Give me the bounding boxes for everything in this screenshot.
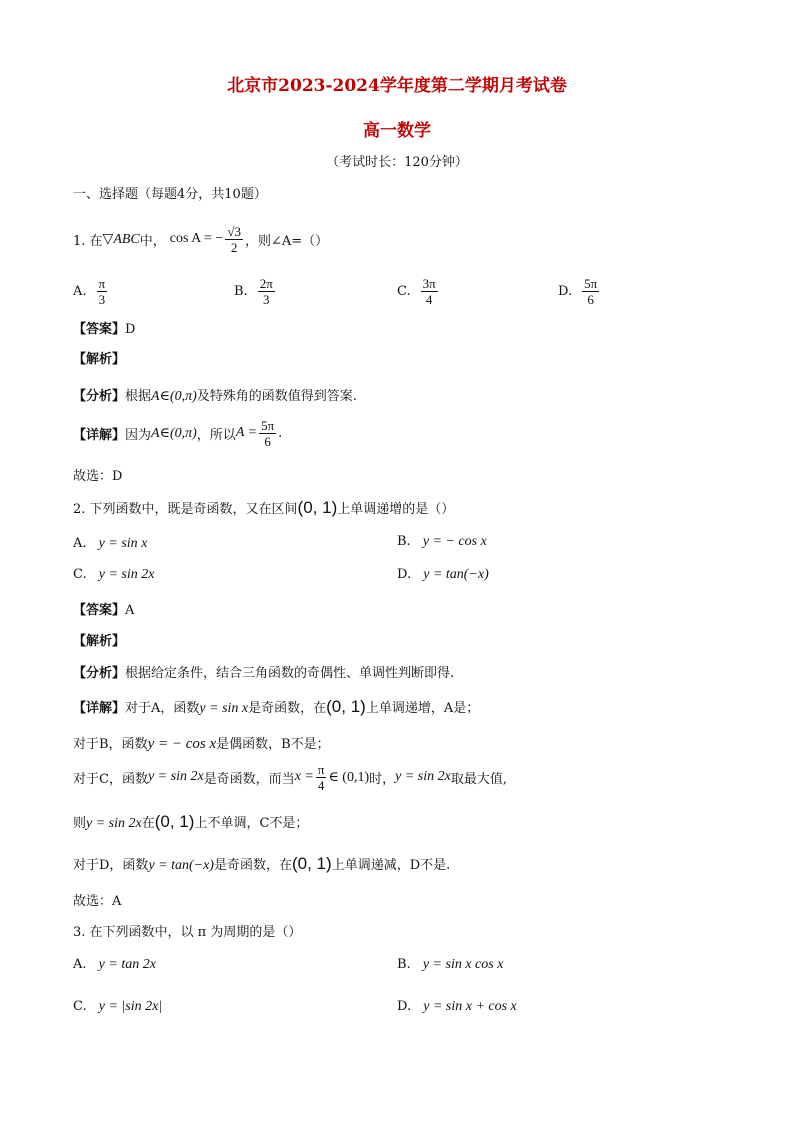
q2-conclusion: 故选：A bbox=[73, 894, 122, 909]
q3-opt-c-label: C. bbox=[73, 999, 87, 1014]
q2-l3-b: 是奇函数，而当 bbox=[203, 771, 295, 787]
q1-opt-c-num: 3π bbox=[422, 275, 436, 291]
q1-opt-c-label: C. bbox=[397, 283, 411, 299]
q2-opt-a-label: A. bbox=[73, 536, 87, 551]
q2-l1-m2: (0, 1) bbox=[326, 697, 366, 716]
q2-l5-c: 上单调递减，D不是. bbox=[331, 858, 451, 873]
q1-zhong: 中， bbox=[139, 233, 166, 249]
q1-option-d bbox=[558, 271, 601, 311]
q2-l3-m3: ∈ (0,1) bbox=[328, 769, 370, 785]
q2-l3-num: π bbox=[317, 761, 325, 777]
q1-xiangjie-eq: A = bbox=[235, 425, 258, 440]
q2-l1-m1: y = sin x bbox=[199, 701, 249, 716]
q2-detail-line-3 bbox=[73, 757, 507, 797]
q1-conclusion: 故选：D bbox=[73, 469, 123, 484]
q2-option-c bbox=[73, 567, 154, 583]
q1-xiangjie-math: A∈(0,π) bbox=[151, 425, 197, 441]
q2-l2-a: 对于B，函数 bbox=[73, 737, 148, 752]
q2-detail-line-2 bbox=[73, 733, 330, 753]
q1-opt-b-num: 2π bbox=[259, 275, 273, 291]
q2-l2-m1: y = − cos x bbox=[147, 736, 217, 752]
q1-answer-tag: 【答案】 bbox=[73, 322, 126, 337]
q1-option-a bbox=[73, 271, 109, 311]
q1-opt-a-frac bbox=[97, 276, 108, 307]
q2-option-b bbox=[397, 534, 487, 550]
q2-opt-c-expr: y = sin 2x bbox=[98, 567, 155, 582]
q1-xiangjie-frac bbox=[259, 418, 276, 449]
q2-opt-c-label: C. bbox=[73, 567, 87, 582]
q2-l3-m4: y = sin 2x bbox=[395, 769, 451, 784]
q1-opt-b-den: 3 bbox=[262, 291, 270, 307]
q2-l2-b: 是偶函数，B不是； bbox=[216, 737, 330, 752]
q2-detail-line-5 bbox=[73, 854, 450, 874]
q1-option-c bbox=[397, 271, 440, 311]
q1-xiangjie-end: . bbox=[278, 425, 283, 441]
q1-xiangjie bbox=[73, 413, 282, 453]
q2-option-a bbox=[73, 536, 147, 552]
q1-opt-a-den: 3 bbox=[98, 291, 106, 307]
q2-jiexi: 【解析】 bbox=[73, 634, 126, 649]
q2-l3-m1: y = sin 2x bbox=[147, 769, 204, 784]
q2-l3-a: 对于C，函数 bbox=[73, 771, 148, 787]
question-3-stem: 3. 在下列函数中，以 π 为周期的是（） bbox=[73, 925, 302, 940]
q1-xiangjie-pre: 因为 bbox=[125, 427, 152, 443]
q1-lead: 1. 在 bbox=[73, 233, 103, 249]
q2-l4-c: 上不单调，C不是； bbox=[194, 816, 309, 831]
subject-title: 高一数学 bbox=[363, 121, 431, 141]
q1-xiangjie-mid: ，所以 bbox=[196, 427, 236, 443]
q1-answer bbox=[73, 318, 135, 337]
question-1-stem bbox=[73, 215, 328, 263]
q1-opt-d-frac bbox=[582, 276, 599, 307]
q2-l5-b: 是奇函数，在 bbox=[213, 858, 292, 873]
q3-option-d bbox=[397, 999, 517, 1015]
q2-answer-tag: 【答案】 bbox=[73, 603, 126, 618]
q2-l3-c: 时， bbox=[369, 771, 396, 787]
time-note: （考试时长：120分钟） bbox=[326, 155, 468, 170]
q2-opt-d-expr: y = tan(−x) bbox=[423, 567, 489, 582]
q1-fenxi bbox=[73, 385, 357, 405]
q1-opt-a-num: π bbox=[98, 275, 106, 291]
q1-opt-d-num: 5π bbox=[584, 275, 598, 291]
q2-detail-line-4 bbox=[73, 812, 308, 832]
q2-xiangjie-tag: 【详解】 bbox=[73, 701, 126, 716]
q3-option-a bbox=[73, 957, 156, 973]
q3-opt-d-expr: y = sin x + cos x bbox=[423, 999, 517, 1014]
q1-triangle: ▽ABC bbox=[102, 231, 140, 247]
q1-jiexi: 【解析】 bbox=[73, 352, 126, 367]
q2-l3-frac bbox=[316, 762, 327, 793]
q1-opt-c-frac bbox=[421, 276, 438, 307]
q1-opt-b-label: B. bbox=[234, 283, 248, 299]
q1-fenxi-post: 及特殊角的函数值得到答案. bbox=[196, 389, 357, 404]
q1-opt-a-label: A. bbox=[73, 283, 87, 299]
q2-tail: 上单调递增的是（） bbox=[337, 502, 455, 517]
q1-fraction-den: 2 bbox=[230, 239, 238, 255]
q1-opt-b-frac bbox=[258, 276, 275, 307]
q2-answer bbox=[73, 599, 134, 618]
q2-detail-line-1 bbox=[73, 697, 479, 717]
q3-opt-c-expr: y = |sin 2x| bbox=[98, 999, 163, 1014]
q2-opt-a-expr: y = sin x bbox=[98, 536, 148, 551]
q3-opt-a-label: A. bbox=[73, 957, 87, 972]
exam-title: 北京市2023-2024学年度第二学期月考试卷 bbox=[227, 76, 567, 96]
q2-l3-m2: x = bbox=[294, 769, 314, 784]
q1-fenxi-pre: 根据 bbox=[125, 389, 152, 404]
q2-opt-b-expr: y = − cos x bbox=[422, 534, 487, 549]
question-2-stem bbox=[73, 498, 454, 518]
q3-option-c bbox=[73, 999, 162, 1015]
q2-l4-m2: (0, 1) bbox=[154, 812, 195, 831]
q3-opt-b-expr: y = sin x cos x bbox=[422, 957, 504, 972]
q3-opt-b-label: B. bbox=[397, 957, 411, 972]
q2-l5-m1: y = tan(−x) bbox=[148, 858, 214, 873]
q1-cos-label: cos A = − bbox=[169, 231, 224, 246]
q2-opt-b-label: B. bbox=[397, 534, 411, 549]
q2-l3-den: 4 bbox=[317, 777, 325, 793]
q2-option-d bbox=[397, 567, 489, 583]
q2-fenxi-text: 根据给定条件，结合三角函数的奇偶性、单调性判断即得. bbox=[125, 666, 455, 681]
q1-option-b bbox=[234, 271, 277, 311]
q1-opt-c-den: 4 bbox=[425, 291, 433, 307]
q1-fenxi-math: A∈(0,π) bbox=[151, 389, 197, 404]
q3-option-b bbox=[397, 957, 503, 973]
q3-opt-a-expr: y = tan 2x bbox=[98, 957, 156, 972]
q2-l1-c: 上单调递增，A是； bbox=[365, 701, 480, 716]
q1-answer-value: D bbox=[125, 322, 136, 337]
q2-l5-a: 对于D，函数 bbox=[73, 858, 149, 873]
q3-opt-d-label: D. bbox=[397, 999, 412, 1014]
q2-opt-d-label: D. bbox=[397, 567, 412, 582]
q2-l4-b: 在 bbox=[141, 816, 155, 831]
section-heading: 一、选择题（每题4分，共10题） bbox=[73, 187, 267, 202]
q1-fenxi-tag: 【分析】 bbox=[73, 389, 126, 404]
q2-l1-b: 是奇函数，在 bbox=[248, 701, 327, 716]
q2-answer-value: A bbox=[125, 603, 135, 618]
q2-fenxi bbox=[73, 662, 454, 681]
q2-l3-d: 取最大值, bbox=[450, 771, 507, 787]
q1-opt-d-label: D. bbox=[558, 283, 573, 299]
q1-xiangjie-num: 5π bbox=[261, 417, 275, 433]
q2-l4-a: 则 bbox=[73, 816, 87, 831]
q1-tail: ，则∠A=（） bbox=[244, 233, 329, 249]
q2-l4-m1: y = sin 2x bbox=[86, 816, 142, 831]
q2-lead: 2. 下列函数中，既是奇函数，又在区间 bbox=[73, 502, 298, 517]
q2-interval: (0, 1) bbox=[297, 498, 338, 517]
q1-xiangjie-den: 6 bbox=[264, 433, 271, 449]
q1-xiangjie-tag: 【详解】 bbox=[73, 427, 126, 443]
q2-l5-m2: (0, 1) bbox=[292, 854, 332, 873]
q1-fraction-num: √3 bbox=[227, 223, 241, 239]
q2-l1-a: 对于A，函数 bbox=[125, 701, 200, 716]
q2-fenxi-tag: 【分析】 bbox=[73, 666, 126, 681]
q1-opt-d-den: 6 bbox=[587, 291, 594, 307]
q1-fraction bbox=[225, 224, 243, 255]
